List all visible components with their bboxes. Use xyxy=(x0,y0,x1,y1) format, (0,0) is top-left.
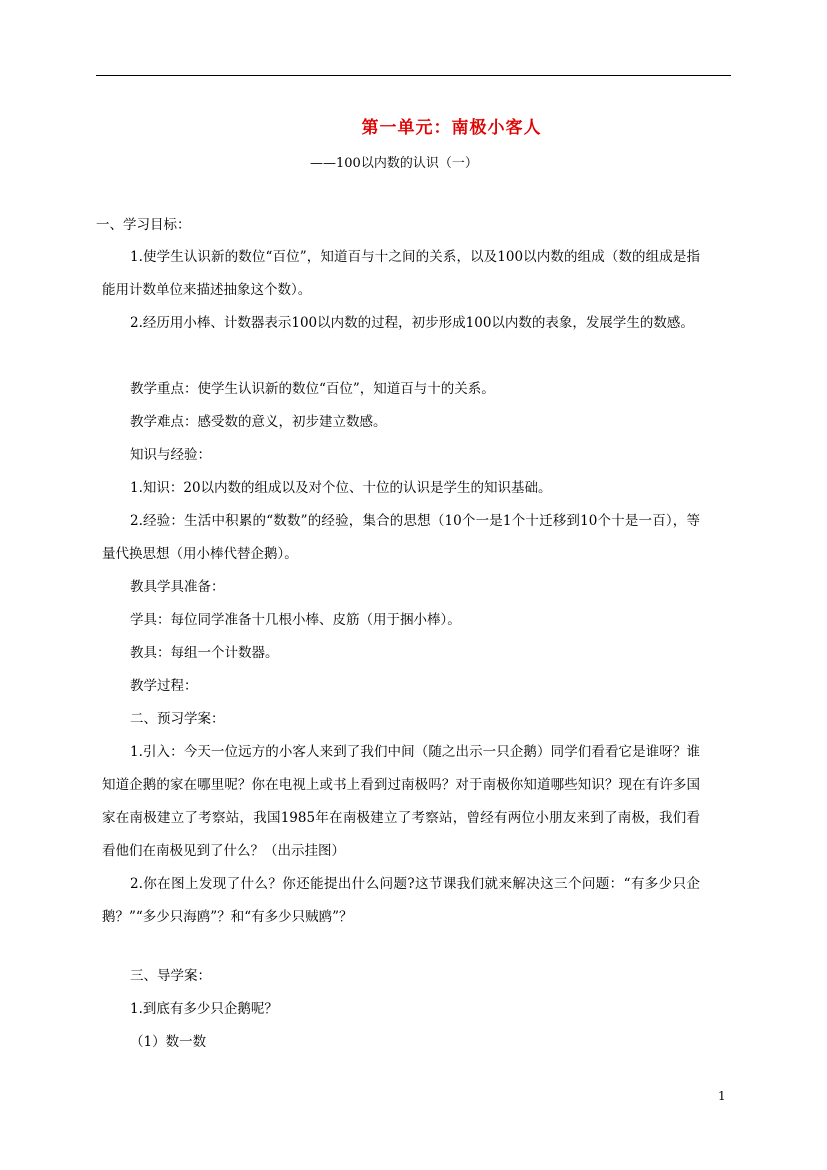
process-heading: 教学过程： xyxy=(130,678,198,694)
knowledge-paragraph-2: 2.经验：生活中积累的“数数”的经验，集合的思想（10个一是1个十迁移到10个十是一百），等量代换思想（用小棒代替企鹅）。 xyxy=(102,513,700,562)
preview-paragraph-2: 2.你在图上发现了什么？你还能提出什么问题?这节课我们就来解决这三个问题：“有多少只企鹅？”“多少只海鸥”？和“有多少只贼鸥”？ xyxy=(102,876,700,925)
knowledge-paragraph-1: 1.知识：20以内数的组成以及对个位、十位的认识是学生的知识基础。 xyxy=(130,480,552,496)
header-rule xyxy=(96,75,731,76)
tools-heading: 教具学具准备： xyxy=(130,579,225,595)
teacher-tools: 教具：每组一个计数器。 xyxy=(130,645,279,661)
section-heading-goals: 一、学习目标： xyxy=(96,217,191,233)
key-point: 教学重点：使学生认识新的数位“百位”，知道百与十的关系。 xyxy=(130,381,495,397)
guide-subitem-1: （1）数一数 xyxy=(130,1034,207,1050)
section-heading-preview: 二、预习学案： xyxy=(130,711,225,727)
document-subtitle: ——100以内数的认识（一） xyxy=(310,156,478,171)
goal-paragraph-1: 1.使学生认识新的数位“百位”，知道百与十之间的关系，以及100以内数的组成（数的组成是指能用计数单位来描述抽象这个数）。 xyxy=(102,249,700,298)
student-tools: 学具：每位同学准备十几根小棒、皮筋（用于捆小棒）。 xyxy=(130,612,461,628)
section-heading-guide: 三、导学案： xyxy=(130,968,211,984)
preview-paragraph-1: 1.引入：今天一位远方的小客人来到了我们中间（随之出示一只企鹅）同学们看看它是谁呀？谁知道企鹅的家在哪里呢？你在电视上或书上看到过南极吗？对于南极你知道哪些知识？现在有许多国家在南极建立了考察站，我国1985年在南极建立了考察站，曾经有两位小朋友来到了南极，我们看看他们在南极见到了什么？（出示挂图） xyxy=(102,744,700,859)
guide-item-1: 1.到底有多少只企鹅呢？ xyxy=(130,1001,278,1017)
knowledge-heading: 知识与经验： xyxy=(130,447,211,463)
goal-paragraph-2: 2.经历用小棒、计数器表示100以内数的过程，初步形成100以内数的表象，发展学生的数感。 xyxy=(130,315,694,331)
document-title: 第一单元：南极小客人 xyxy=(361,118,542,138)
difficulty: 教学难点：感受数的意义，初步建立数感。 xyxy=(130,414,387,430)
page-number: 1 xyxy=(718,1089,726,1103)
